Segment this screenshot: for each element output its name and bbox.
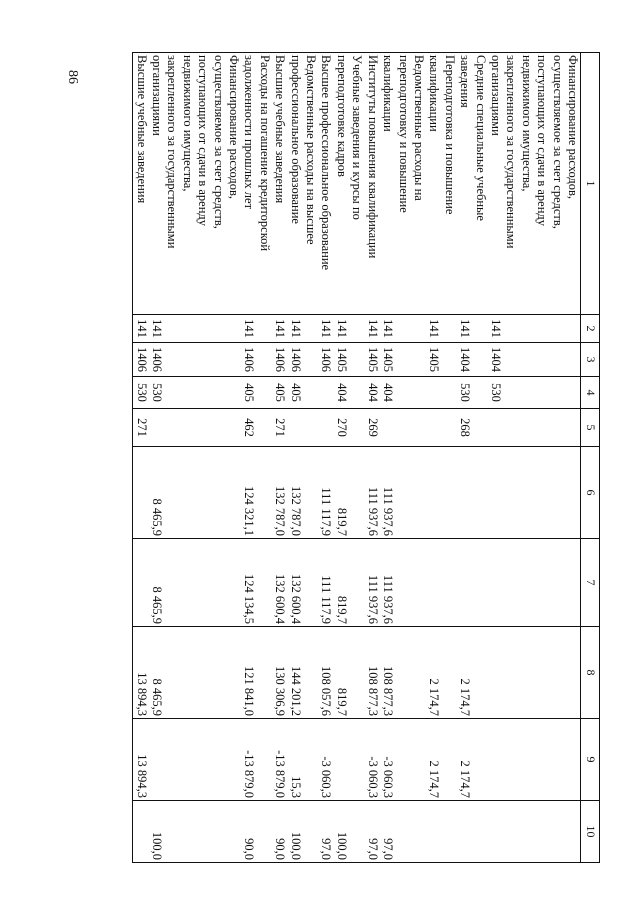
cell-col-3: 1405 [364, 343, 379, 377]
cell-col-7 [488, 539, 581, 627]
cell-col-5: 270 [334, 409, 365, 447]
cell-col-7: 819,7 [334, 539, 365, 627]
cell-col-5 [380, 409, 426, 447]
cell-col-9: -13 879,0 [241, 719, 272, 801]
cell-col-4: 530 [457, 377, 488, 409]
row-label-line: Учебные заведения и курсы по [350, 55, 365, 220]
cell-col-10: 90,0 [241, 801, 272, 863]
row-label [241, 53, 272, 315]
row-label [426, 53, 457, 315]
page-number: 86 [65, 70, 80, 84]
cell-col-10: 97,0 [380, 801, 426, 863]
cell-col-5: 268 [457, 409, 488, 447]
cell-col-2: 141 [364, 315, 379, 343]
cell-col-7 [457, 539, 488, 627]
cell-col-3: 1404 [457, 343, 488, 377]
cell-col-7: 132 600,4 [272, 539, 287, 627]
cell-col-4: 404 [364, 377, 379, 409]
row-label-line: поступающих от сдачи в аренду [535, 55, 550, 227]
cell-col-3: 1406 [272, 343, 287, 377]
column-header-1: 1 [581, 53, 600, 315]
cell-col-10: 100,0 [149, 801, 241, 863]
row-label-line: поступающих от сдачи в аренду [196, 55, 211, 227]
cell-col-4: 404 [334, 377, 365, 409]
cell-col-5: 271 [133, 409, 149, 447]
row-label-line: Финансирование расходов, [227, 55, 242, 200]
cell-col-3: 1405 [380, 343, 426, 377]
cell-col-8: 13 894,3 [133, 627, 149, 719]
cell-col-10: 90,0 [272, 801, 287, 863]
cell-col-9: -3 060,3 [318, 719, 333, 801]
column-header-6: 6 [581, 447, 600, 539]
budget-table [132, 52, 600, 863]
row-label-line: недвижимого имущества, [519, 55, 534, 192]
table-body [133, 53, 581, 863]
cell-col-5 [287, 409, 318, 447]
column-header-8: 8 [581, 627, 600, 719]
cell-col-5: 269 [364, 409, 379, 447]
row-label [149, 53, 241, 315]
cell-col-6: 8 465,9 [149, 447, 241, 539]
cell-col-10: 100,0 [334, 801, 365, 863]
row-label-line: Высшие учебные заведения [273, 55, 288, 204]
cell-col-10 [426, 801, 457, 863]
table-row [380, 53, 426, 863]
cell-col-9: 2 174,7 [426, 719, 457, 801]
row-label [272, 53, 287, 315]
cell-col-10 [133, 801, 149, 863]
table-header [581, 53, 600, 863]
row-label [334, 53, 365, 315]
column-header-9: 9 [581, 719, 600, 801]
cell-col-6 [457, 447, 488, 539]
row-label [287, 53, 318, 315]
row-label [488, 53, 581, 315]
row-label [133, 53, 149, 315]
row-label-line: профессиональное образование [288, 55, 303, 224]
cell-col-10: 97,0 [364, 801, 379, 863]
row-label-line: Институты повышения квалификации [365, 55, 380, 259]
cell-col-5 [426, 409, 457, 447]
cell-col-5 [488, 409, 581, 447]
cell-col-6: 132 787,0 [287, 447, 318, 539]
cell-col-8: 8 465,9 [149, 627, 241, 719]
cell-col-10: 97,0 [318, 801, 333, 863]
rotated-page [40, 52, 600, 862]
table-row [287, 53, 318, 863]
cell-col-6: 124 321,1 [241, 447, 272, 539]
cell-col-10 [457, 801, 488, 863]
row-label-line: Финансирование расходов, [566, 55, 580, 200]
row-label-line: недвижимого имущества, [180, 55, 195, 192]
column-header-5: 5 [581, 409, 600, 447]
cell-col-6: 819,7 [334, 447, 365, 539]
row-label-line: квалификации [427, 55, 442, 132]
cell-col-8: 108 057,6 [318, 627, 333, 719]
cell-col-6 [426, 447, 457, 539]
cell-col-4: 530 [488, 377, 581, 409]
cell-col-7 [426, 539, 457, 627]
cell-col-8 [488, 627, 581, 719]
row-label [318, 53, 333, 315]
cell-col-3: 1406 [241, 343, 272, 377]
cell-col-8: 121 841,0 [241, 627, 272, 719]
cell-col-2: 141 [133, 315, 149, 343]
row-label-line: закрепленного за государственными [504, 55, 519, 249]
table-row [457, 53, 488, 863]
row-label-line: осуществляемое за счет средств, [550, 55, 565, 229]
row-label-line: переподготовку и повышение [396, 55, 411, 213]
cell-col-5 [318, 409, 333, 447]
row-label-line: квалификации [381, 55, 396, 132]
cell-col-7: 111 117,9 [318, 539, 333, 627]
table-row [241, 53, 272, 863]
cell-col-5: 271 [272, 409, 287, 447]
cell-col-9: 15,3 [287, 719, 318, 801]
cell-col-9: -3 060,3 [364, 719, 379, 801]
cell-col-6: 111 937,6 [380, 447, 426, 539]
table-row [133, 53, 149, 863]
cell-col-6: 111 117,9 [318, 447, 333, 539]
cell-col-6 [488, 447, 581, 539]
row-label-line: задолженности прошлых лет [242, 55, 257, 210]
cell-col-9: 2 174,7 [457, 719, 488, 801]
cell-col-7: 111 937,6 [380, 539, 426, 627]
cell-col-2: 141 [318, 315, 333, 343]
row-label-line: Переподготовка и повышение [442, 55, 457, 215]
cell-col-4: 405 [287, 377, 318, 409]
cell-col-10: 100,0 [287, 801, 318, 863]
cell-col-2: 141 [287, 315, 318, 343]
cell-col-8: 2 174,7 [457, 627, 488, 719]
cell-col-8: 144 201,2 [287, 627, 318, 719]
cell-col-6: 132 787,0 [272, 447, 287, 539]
cell-col-4 [318, 377, 333, 409]
cell-col-2: 141 [426, 315, 457, 343]
cell-col-5: 462 [241, 409, 272, 447]
row-label-line: осуществляемое за счет средств, [211, 55, 226, 229]
table-row [318, 53, 333, 863]
cell-col-4: 405 [241, 377, 272, 409]
row-label-line: переподготовке кадров [334, 55, 349, 177]
cell-col-8: 108 877,3 [380, 627, 426, 719]
cell-col-9 [488, 719, 581, 801]
column-header-2: 2 [581, 315, 600, 343]
row-label-line: Высшие учебные заведения [134, 55, 149, 204]
cell-col-7: 8 465,9 [149, 539, 241, 627]
cell-col-10 [488, 801, 581, 863]
column-header-7: 7 [581, 539, 600, 627]
cell-col-3: 1406 [318, 343, 333, 377]
cell-col-9 [334, 719, 365, 801]
cell-col-3: 1406 [149, 343, 241, 377]
row-label [364, 53, 379, 315]
cell-col-2: 141 [457, 315, 488, 343]
cell-col-8: 819,7 [334, 627, 365, 719]
cell-col-3: 1406 [287, 343, 318, 377]
row-label-line: Расходы на погашение кредиторской [257, 55, 272, 252]
cell-col-6 [133, 447, 149, 539]
cell-col-9: -13 879,0 [272, 719, 287, 801]
cell-col-3: 1405 [334, 343, 365, 377]
column-header-4: 4 [581, 377, 600, 409]
cell-col-2: 141 [334, 315, 365, 343]
cell-col-7 [133, 539, 149, 627]
cell-col-9: -3 060,3 [380, 719, 426, 801]
table-row [272, 53, 287, 863]
row-label [457, 53, 488, 315]
row-label-line: закрепленного за государственными [165, 55, 180, 249]
table-row [426, 53, 457, 863]
row-label [380, 53, 426, 315]
cell-col-7: 132 600,4 [287, 539, 318, 627]
cell-col-2: 141 [380, 315, 426, 343]
row-label-line: Средние специальные учебные [473, 55, 488, 221]
row-label-line: Ведомственные расходы на высшее [304, 55, 319, 245]
cell-col-2: 141 [488, 315, 581, 343]
cell-col-5 [149, 409, 241, 447]
cell-col-4: 405 [272, 377, 287, 409]
row-label-line: заведения [458, 55, 473, 108]
cell-col-2: 141 [272, 315, 287, 343]
cell-col-8: 2 174,7 [426, 627, 457, 719]
cell-col-7: 124 134,5 [241, 539, 272, 627]
cell-col-3: 1406 [133, 343, 149, 377]
cell-col-4: 404 [380, 377, 426, 409]
cell-col-2: 141 [241, 315, 272, 343]
column-header-3: 3 [581, 343, 600, 377]
row-label-line: организациями [488, 55, 503, 136]
row-label-line: организациями [150, 55, 165, 136]
cell-col-6: 111 937,6 [364, 447, 379, 539]
table-row [488, 53, 581, 863]
row-label-line: Высшее профессиональное образование [319, 55, 334, 271]
cell-col-3: 1404 [488, 343, 581, 377]
cell-col-8: 130 306,9 [272, 627, 287, 719]
cell-col-4: 530 [133, 377, 149, 409]
cell-col-7: 111 937,6 [364, 539, 379, 627]
cell-col-2: 141 [149, 315, 241, 343]
table-row [149, 53, 241, 863]
cell-col-3: 1405 [426, 343, 457, 377]
table-row [364, 53, 379, 863]
table-row [334, 53, 365, 863]
cell-col-9 [149, 719, 241, 801]
cell-col-4 [426, 377, 457, 409]
cell-col-4: 530 [149, 377, 241, 409]
cell-col-9: 13 894,3 [133, 719, 149, 801]
row-label-line: Ведомственные расходы на [411, 55, 426, 201]
cell-col-8: 108 877,3 [364, 627, 379, 719]
column-header-10: 10 [581, 801, 600, 863]
